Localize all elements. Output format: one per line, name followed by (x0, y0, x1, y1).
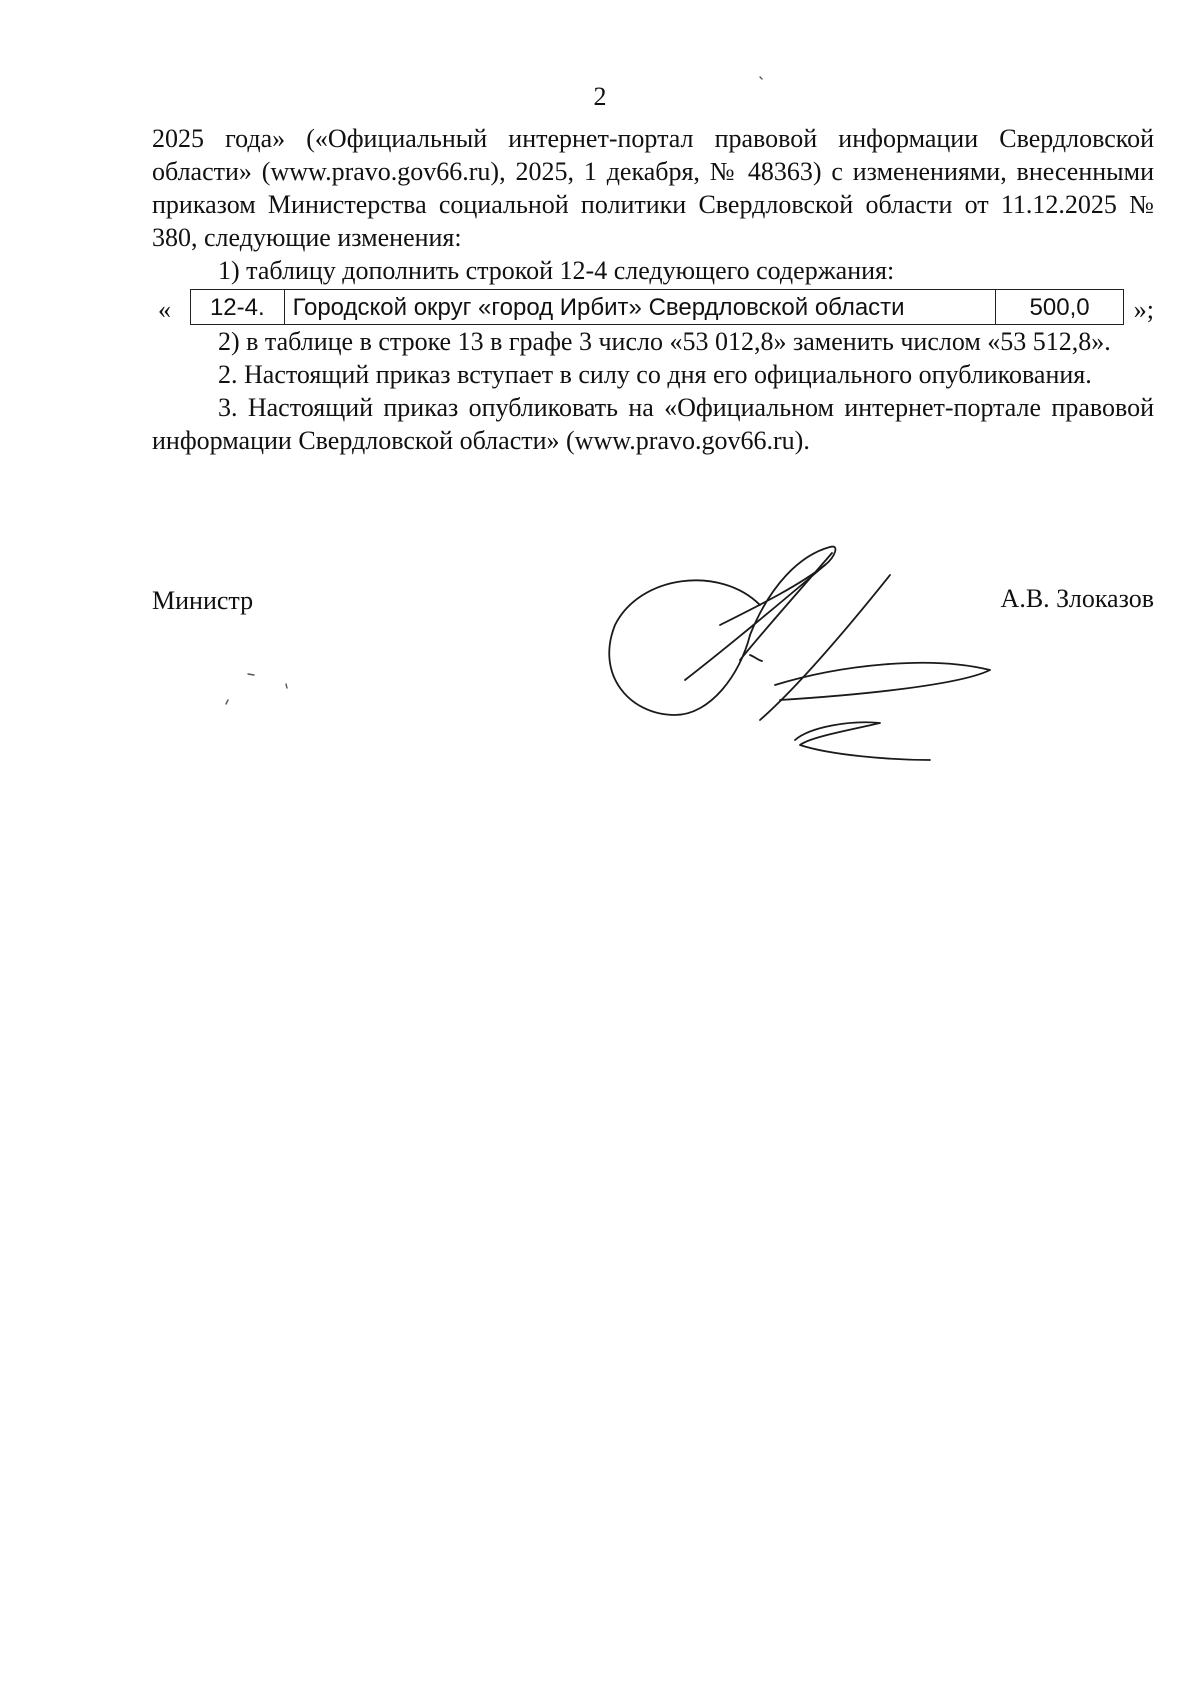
row-name-cell: Городской округ «город Ирбит» Свердловской области (284, 290, 996, 325)
signatory-name: А.В. Злоказов (1000, 584, 1154, 613)
item-2-paragraph: 2) в таблице в строке 13 в графе 3 число «53 012,8» заменить числом «53 512,8». (218, 327, 1111, 356)
clause-2-paragraph: 2. Настоящий приказ вступает в силу со дня его официального опубликования. (218, 360, 1092, 389)
quote-close: »; (1133, 295, 1154, 324)
signatory-title: Министр (152, 586, 254, 615)
intro-paragraph: 2025 года» («Официальный интернет-портал правовой информации Свердловской области» (www.pravo.gov66.ru), 2025, 1 декабря, № 48363) с изменениями, внесенными приказом Министерства социальной политики Свердловской области от 11.12.2025 № 380, следующие изменения: (152, 124, 1154, 252)
quote-open: « (158, 295, 171, 324)
page-number: 2 (593, 82, 607, 111)
clause-3-paragraph: 3. Настоящий приказ опубликовать на «Официальном интернет-портале правовой информации Свердловской области» (www.pravo.gov66.ru). (152, 393, 1154, 455)
item-1-paragraph: 1) таблицу дополнить строкой 12-4 следующего содержания: (218, 256, 895, 285)
row-number-cell: 12-4. (191, 290, 285, 325)
row-value-cell: 500,0 (996, 290, 1124, 325)
